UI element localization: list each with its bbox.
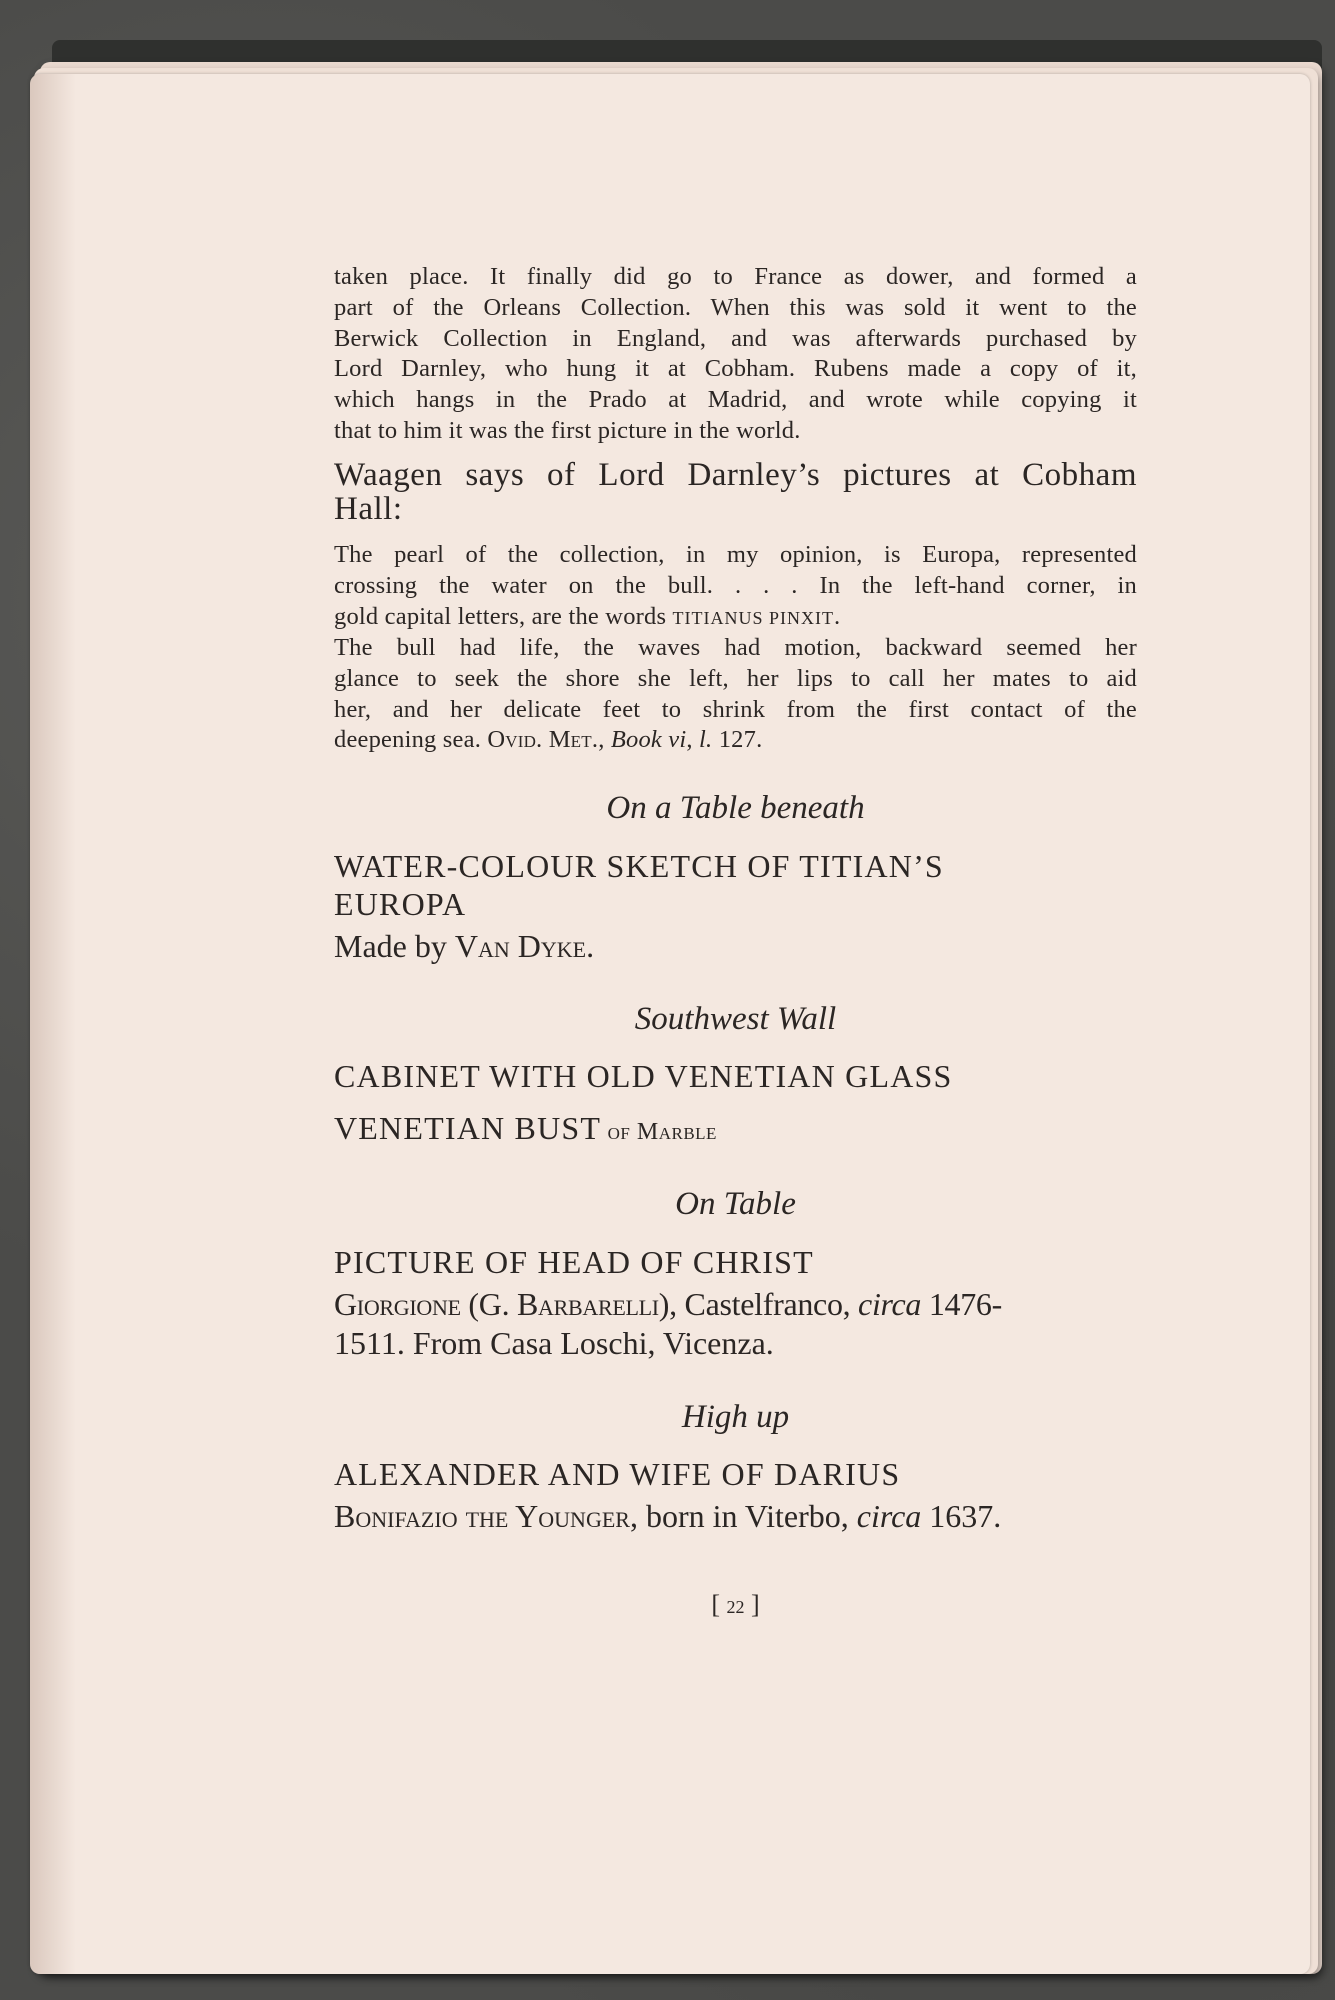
artist-dates: 1476-: [921, 1286, 1002, 1322]
bust-material: of Marble: [601, 1119, 717, 1145]
paragraph-line: that to him it was the first picture in the world.: [334, 416, 801, 444]
citation-line-number: 127.: [712, 726, 763, 754]
quote-line: glance to seek the shore she left, her lips to call her mates to aid: [334, 664, 1137, 692]
citation-sep: ,: [686, 726, 700, 754]
entry-title-alexander: ALEXANDER AND WIFE OF DARIUS: [334, 1456, 901, 1492]
inscription-text: TITIANUS PINXIT: [672, 607, 834, 628]
artist-place: , Castelfranco,: [669, 1286, 859, 1322]
entry-title-bust: [334, 1110, 717, 1147]
quote-line: The pearl of the collection, in my opinion, is Europa, represented: [334, 541, 1137, 568]
page-gutter-shadow: [30, 74, 76, 1974]
entry-attribution-alexander: [334, 1498, 1001, 1535]
quote-line: The bull had life, the waves had motion, backward seemed her: [334, 634, 1137, 661]
section-heading-on-table: On Table: [675, 1186, 796, 1222]
paragraph-line: Lord Darnley, who hung it at Cobham. Rubens made a copy of it,: [334, 355, 1137, 383]
waagen-heading: [334, 458, 1137, 526]
entry-title-christ: PICTURE OF HEAD OF CHRIST: [334, 1244, 814, 1280]
heading-line: Waagen says of Lord Darnley’s pictures at Cobham: [334, 457, 1137, 493]
paragraph-line: taken place. It finally did go to France as dower, and formed a: [334, 263, 1137, 290]
quote-text: deepening sea.: [334, 726, 488, 754]
waagen-quote: [334, 540, 1137, 633]
artist-name: Van Dyke.: [454, 928, 595, 964]
citation-book: Book vi: [610, 726, 687, 754]
section-heading-southwest-wall: Southwest Wall: [634, 1001, 837, 1037]
citation-author: Ovid. Met.: [487, 726, 599, 754]
bracket-open: [: [711, 1590, 727, 1619]
quote-text: gold capital letters, are the words: [334, 602, 673, 630]
quote-line: crossing the water on the bull. . . . In the left-hand corner, in: [334, 571, 1137, 599]
artist-real-name: (G. Barbarelli): [460, 1286, 670, 1322]
ovid-quote: [334, 633, 1137, 756]
entry-title-watercolour-cont: EUROPA: [334, 886, 467, 922]
artist-name: Bonifazio the Younger: [334, 1498, 630, 1534]
quote-line: her, and her delicate feet to shrink from the first contact of the: [334, 695, 1137, 723]
quote-line: [334, 725, 1137, 756]
bust-title: VENETIAN BUST: [334, 1110, 602, 1146]
section-heading-table-beneath: On a Table beneath: [606, 790, 865, 826]
paragraph-line: part of the Orleans Collection. When this was sold it went to the: [334, 293, 1137, 321]
citation-sep: ,: [598, 726, 611, 754]
paragraph-line: Berwick Collection in England, and was afterwards purchased by: [334, 324, 1137, 352]
bracket-close: ]: [744, 1590, 760, 1619]
circa-label: circa: [858, 1286, 922, 1322]
quote-line: [334, 602, 1137, 634]
entry-title-watercolour: WATER-COLOUR SKETCH OF TITIAN’S: [334, 848, 944, 884]
page-number-value: 22: [726, 1597, 745, 1617]
attribution-prefix: Made by: [334, 928, 455, 964]
entry-provenance-christ: 1511. From Casa Loschi, Vicenza.: [334, 1325, 774, 1361]
section-heading-high-up: High up: [681, 1399, 790, 1435]
entry-attribution-watercolour: [334, 928, 594, 965]
intro-paragraph: [334, 262, 1137, 447]
entry-attribution-christ: [334, 1286, 1002, 1323]
artist-year: 1637.: [921, 1498, 1002, 1534]
circa-label: circa: [856, 1498, 922, 1534]
paragraph-line: which hangs in the Prado at Madrid, and wrote while copying it: [334, 386, 1137, 414]
entry-title-cabinet: CABINET WITH OLD VENETIAN GLASS: [334, 1058, 953, 1094]
quote-text: .: [834, 602, 841, 630]
page-number: [334, 1590, 1137, 1620]
heading-line: Hall:: [334, 491, 403, 527]
artist-name: Giorgione: [334, 1286, 461, 1322]
artist-birthplace: , born in Viterbo,: [629, 1498, 857, 1534]
citation-line-label: l.: [699, 726, 713, 754]
